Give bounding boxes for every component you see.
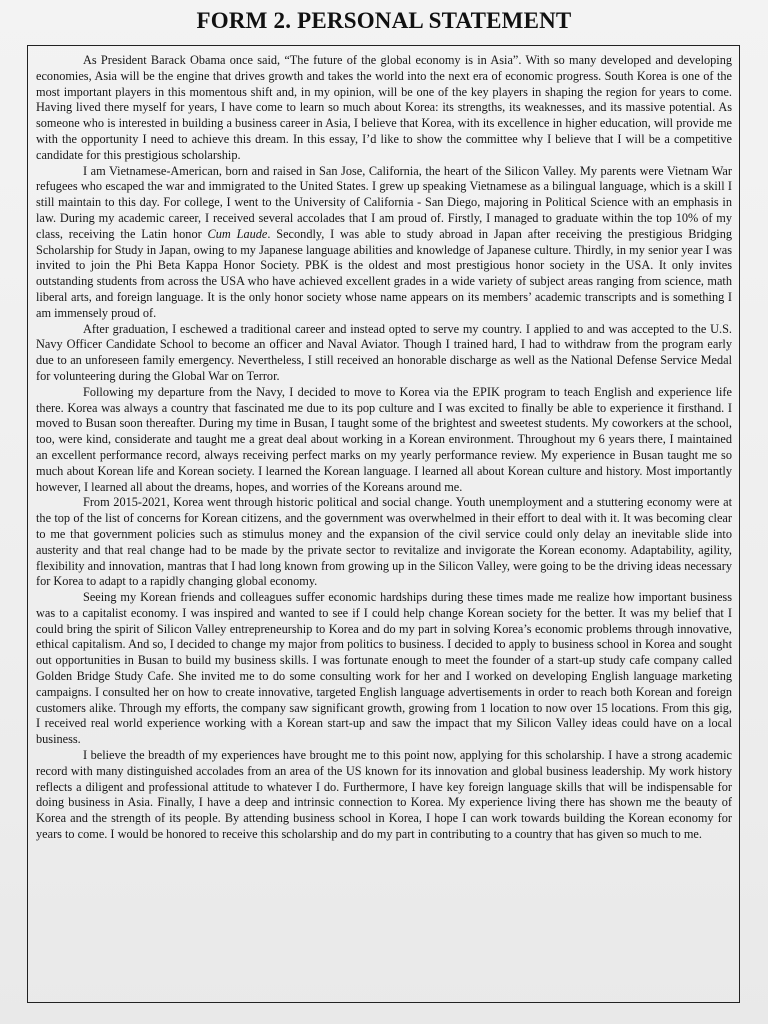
statement-box <box>27 45 740 1003</box>
paragraph-intro: As President Barack Obama once said, “The future of the global economy is in Asia”. With so many developed and developing economies, Asia will be the engine that drives growth and takes the world into the next era of economic progress. South Korea is one of the most important players in this momentous shift and, in my opinion, will be one of the key players in shaping the region for years to come. Having lived there myself for years, I have come to learn so much about Korea: its strengths, its weaknesses, and its massive potential. As someone who is interested in building a business career in Asia, I believe that Korea, with its excellence in higher education, will provide me with the opportunity I need to achieve this dream. In this essay, I’d like to show the committee why I believe that I will be a competitive candidate for this prestigious scholarship. <box>36 53 732 162</box>
paragraph-background <box>36 164 732 322</box>
latin-honor: Cum Laude <box>207 226 268 241</box>
paragraph-korea-economy: From 2015-2021, Korea went through historic political and social change. Youth unemployment and a stuttering economy were at the top of the list of concerns for Korean citizens, and the government was overwhelmed in their effort to deal with it. It was becoming clear to me that government policies such as stimulus money and the expansion of the civil service could only delay an inevitable slide into austerity and that real change had to be made by the private sector to revitalize and invigorate the Korean economy. Adaptability, agility, flexibility and innovation, mantras that I had long known from growing up in the Silicon Valley, were going to be the driving ideas necessary for Korea to adapt to a rapidly changing global economy. <box>36 495 732 589</box>
paragraph-background-text-a: I am Vietnamese-American, born and raised in San Jose, California, the heart of the Silicon Valley. My parents were Vietnam War refugees who escaped the war and immigrated to the United States. I grew up speaking Vietnamese as a bilingual language, which is a skill I still maintain to this day. For college, I went to the University of California - San Diego, majoring in Political Science with an emphasis in law. During my academic career, I received several accolades that I am proud of. Firstly, I managed to graduate within the top 10% of my class, receiving the Latin honor <box>36 163 732 241</box>
paragraph-background-text-b: . Secondly, I was able to study abroad in Japan after receiving the prestigious Bridging Scholarship for Study in Japan, owing to my Japanese language abilities and knowledge of Japanese culture. Thirdly, in my senior year I was invited to join the Phi Beta Kappa Honor Society. PBK is the oldest and most prestigious honor society in the USA. It only invites outstanding students from across the USA who have achieved excellent grades in a wide variety of subject areas ranging from science, math liberal arts, and foreign language. It is the only honor society whose name appears on its members’ academic transcripts and is something I am immensely proud of. <box>36 226 732 320</box>
paragraph-conclusion: I believe the breadth of my experiences have brought me to this point now, applying for this scholarship. I have a strong academic record with many distinguished accolades from an area of the US known for its innovation and global business leadership. My work history reflects a diligent and professional attitude to whatever I do. Furthermore, I have key foreign language skills that will be indispensable for doing business in Asia. Finally, I have a deep and intrinsic connection to Korea. My experience living there has shown me the beauty of Korea and the strength of its people. By attending business school in Korea, I hope I can work towards building the Korean economy for years to come. I would be honored to receive this scholarship and do my part in contributing to a country that has given so much to me. <box>36 748 732 842</box>
paragraph-navy: After graduation, I eschewed a traditional career and instead opted to serve my country. I applied to and was accepted to the U.S. Navy Officer Candidate School to become an officer and Naval Aviator. Though I trained hard, I had to withdraw from the program early due to an unforeseen family emergency. Nevertheless, I still received an honorable discharge as well as the National Defense Service Medal for volunteering during the Global War on Terror. <box>36 321 732 383</box>
paragraph-korea-teaching: Following my departure from the Navy, I decided to move to Korea via the EPIK program to teach English and experience life there. Korea was always a country that fascinated me due to its pop culture and I was excited to finally be able to experience it firsthand. I moved to Busan soon thereafter. During my time in Busan, I taught some of the brightest and sweetest students. My coworkers at the school, too, were kind, considerate and taught me a great deal about working in a Korean environment. Throughout my 6 years there, I maintained an excellent performance record, always receiving perfect marks on my yearly performance review. My experience in Busan taught me so much about Korean life and Korean society. I learned the Korean language. I learned all about Korean culture and history. Most importantly however, I learned all about the dreams, hopes, and worries of the Koreans around me. <box>36 384 732 494</box>
paragraph-business: Seeing my Korean friends and colleagues suffer economic hardships during these times made me realize how important business was to a capitalist economy. I was inspired and wanted to see if I could help change Korean society for the better. It was my belief that I could bring the spirit of Silicon Valley entrepreneurship to Korea and do my part in solving Korea’s economic problems through innovative, ethical capitalism. And so, I decided to change my major from politics to business. I decided to apply to business school in Korea and sought out opportunities in Busan to build my business skills. I was fortunate enough to meet the founder of a start-up study cafe company called Golden Bridge Study Cafe. She invited me to do some consulting work for her and I worked on developing English language marketing campaigns. I consulted her on how to create innovative, targeted English language advertisements in order to reach both Korean and foreign customers alike. Through my efforts, the company saw significant growth, growing from 1 location to now over 15 locations. From this gig, I received real world experience working with a Korean start-up and saw the impact that my Silicon Valley ideas could have on a local business. <box>36 590 732 747</box>
page-title: FORM 2. PERSONAL STATEMENT <box>196 8 572 33</box>
